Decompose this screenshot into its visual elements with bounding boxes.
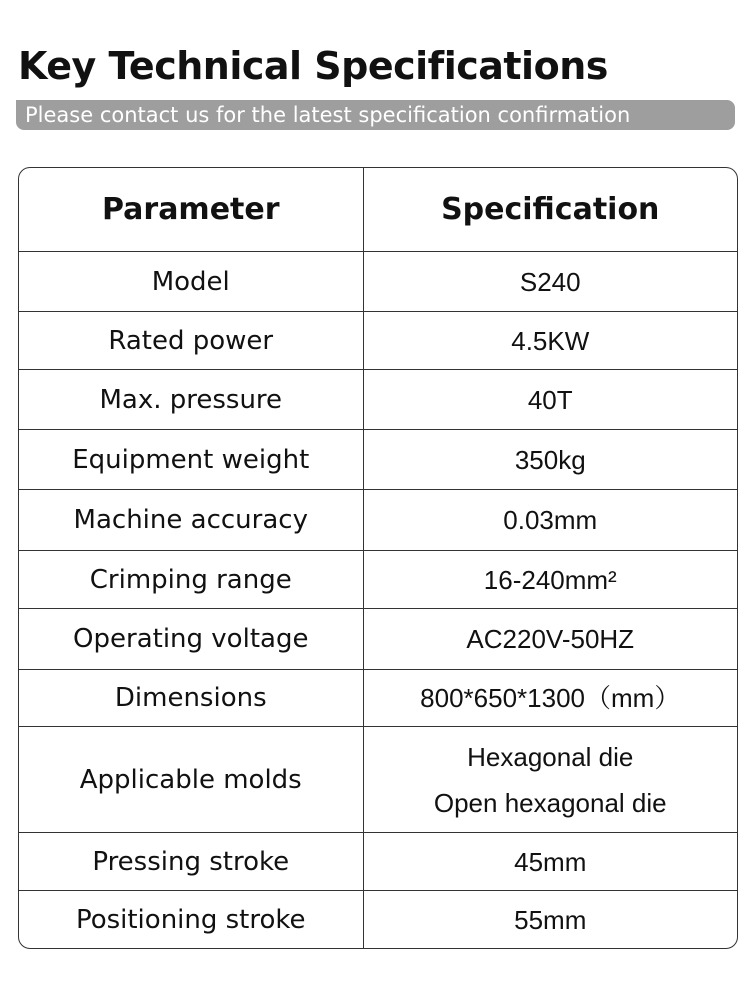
page-title: Key Technical Specifications <box>18 44 608 88</box>
specification-cell: 16-240mm² <box>363 551 737 609</box>
table-header-row <box>19 168 737 252</box>
mold-option: Hexagonal die <box>467 741 634 772</box>
table-row <box>19 370 737 430</box>
table-row <box>19 551 737 609</box>
table-row <box>19 670 737 727</box>
parameter-cell: Crimping range <box>19 551 363 609</box>
specification-cell: 350kg <box>363 430 737 490</box>
subtitle-banner: Please contact us for the latest specification confirmation <box>16 100 735 130</box>
specification-cell: 0.03mm <box>363 490 737 551</box>
parameter-cell: Max. pressure <box>19 370 363 430</box>
parameter-cell: Equipment weight <box>19 430 363 490</box>
specification-cell <box>363 727 737 833</box>
specification-cell: 800*650*1300（mm） <box>363 670 737 727</box>
parameter-cell: Dimensions <box>19 670 363 727</box>
specification-cell: S240 <box>363 252 737 312</box>
column-header-specification: Specification <box>363 168 737 252</box>
parameter-cell: Pressing stroke <box>19 833 363 891</box>
specification-cell: 4.5KW <box>363 312 737 370</box>
parameter-cell: Operating voltage <box>19 609 363 670</box>
specification-cell: 55mm <box>363 891 737 949</box>
column-header-parameter: Parameter <box>19 168 363 252</box>
specification-cell: 40T <box>363 370 737 430</box>
spec-table <box>18 167 738 949</box>
table-row <box>19 833 737 891</box>
parameter-cell: Model <box>19 252 363 312</box>
table-row <box>19 312 737 370</box>
specification-cell: 45mm <box>363 833 737 891</box>
table-row <box>19 252 737 312</box>
table-row <box>19 891 737 949</box>
mold-option: Open hexagonal die <box>433 787 667 818</box>
table-row <box>19 430 737 490</box>
table-row <box>19 490 737 551</box>
parameter-cell: Rated power <box>19 312 363 370</box>
parameter-cell: Positioning stroke <box>19 891 363 949</box>
specification-cell: AC220V-50HZ <box>363 609 737 670</box>
table-row <box>19 727 737 833</box>
parameter-cell: Machine accuracy <box>19 490 363 551</box>
parameter-cell: Applicable molds <box>19 727 363 833</box>
table-row <box>19 609 737 670</box>
